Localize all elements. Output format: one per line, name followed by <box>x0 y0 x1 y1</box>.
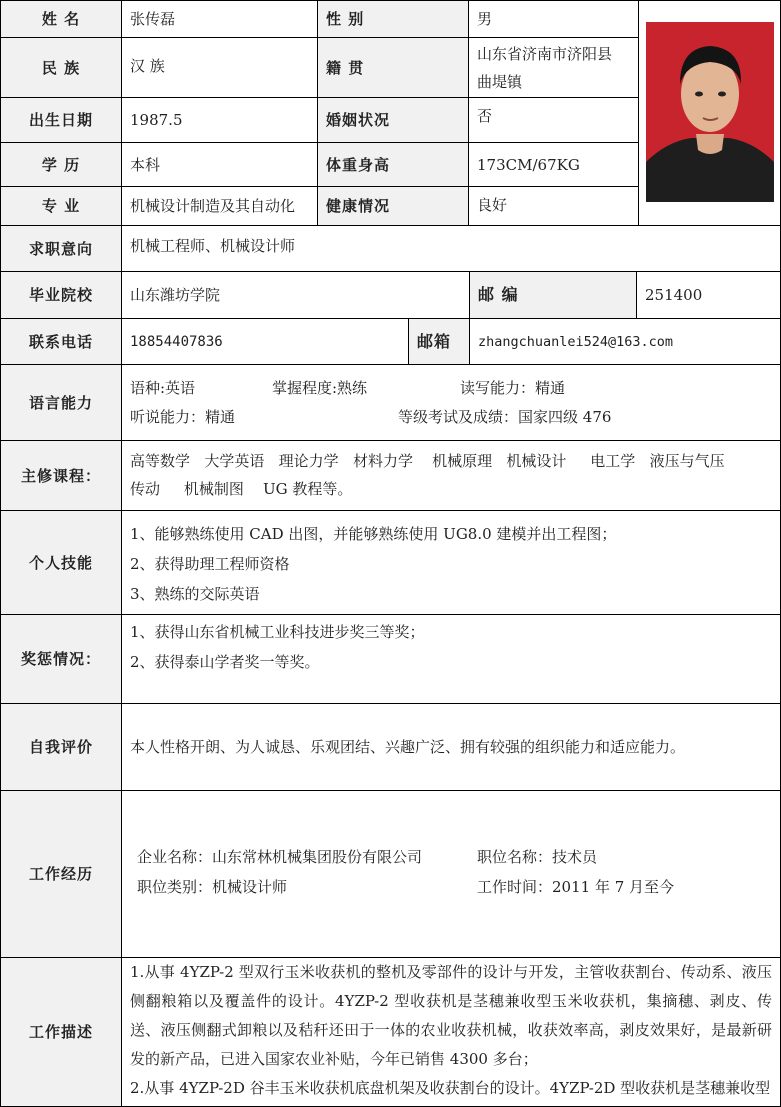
postcode-label: 邮 编 <box>469 271 637 319</box>
desc-paragraph-2: 2.从事 4YZP-2D 谷丰玉米收获机底盘机架及收获割台的设计。4YZP-2D 型收获机是茎穗兼收型 <box>130 1079 771 1097</box>
health-label: 健康情况 <box>317 186 469 226</box>
marital-label: 婚姻状况 <box>317 97 469 143</box>
school-value: 山东潍坊学院 <box>121 271 470 319</box>
awards-label: 奖惩情况： <box>0 614 122 704</box>
language-label: 语言能力 <box>0 364 122 441</box>
birth-label: 出生日期 <box>0 97 122 143</box>
ethnicity-value: 汉 族 <box>121 37 318 98</box>
courses-line-1: 高等数学 大学英语 理论力学 材料力学 机械原理 机械设计 电工学 液压与气压 <box>130 452 725 470</box>
person-portrait-icon <box>646 22 774 202</box>
language-type: 语种:英语 <box>130 379 196 397</box>
email-label: 邮箱 <box>408 318 470 365</box>
language-value <box>121 364 781 441</box>
native-place-label: 籍 贯 <box>317 37 469 98</box>
skills-value <box>121 510 781 615</box>
desc-label: 工作描述 <box>0 957 122 1107</box>
desc-paragraph-1: 1.从事 4YZP-2 型双行玉米收获机的整机及零部件的设计与开发，主管收获割台、传动系、液压侧翻粮箱以及覆盖件的设计。4YZP-2 型收获机是茎穗兼收型玉米收获机，集摘穗、剥皮、传送、液压侧翻式卸粮以及秸秆还田于一体的农业收获机械，收获效率高，剥皮效果好，是最新研发的新产品，已进入国家农业补贴，今年已销售 4300 多台； <box>130 963 772 1068</box>
language-mastery: 掌握程度:熟练 <box>272 379 368 397</box>
email-value: zhangchuanlei524@163.com <box>469 318 781 365</box>
objective-value: 机械工程师、机械设计师 <box>121 225 781 272</box>
language-rw: 读写能力：精通 <box>460 379 566 397</box>
skills-label: 个人技能 <box>0 510 122 615</box>
courses-line-2: 传动 机械制图 UG 教程等。 <box>130 480 353 498</box>
name-value: 张传磊 <box>121 0 318 38</box>
courses-value <box>121 440 781 511</box>
school-label: 毕业院校 <box>0 271 122 319</box>
company: 企业名称：山东常林机械集团股份有限公司 <box>137 848 423 866</box>
height-weight-value: 173CM/67KG <box>468 142 639 187</box>
job-category: 职位类别：机械设计师 <box>137 878 288 896</box>
education-value: 本科 <box>121 142 318 187</box>
skill-item: 3、熟练的交际英语 <box>130 585 260 603</box>
language-exam: 等级考试及成绩：国家四级 476 <box>398 408 612 426</box>
awards-value <box>121 614 781 704</box>
health-value: 良好 <box>468 186 639 226</box>
profile-photo <box>646 22 774 202</box>
education-label: 学 历 <box>0 142 122 187</box>
gender-label: 性 别 <box>317 0 469 38</box>
height-weight-label: 体重身高 <box>317 142 469 187</box>
work-time: 工作时间：2011 年 7 月至今 <box>477 878 675 896</box>
name-label: 姓 名 <box>0 0 122 38</box>
self-eval-label: 自我评价 <box>0 703 122 791</box>
postcode-value: 251400 <box>636 271 781 319</box>
ethnicity-label: 民 族 <box>0 37 122 98</box>
skill-item: 2、获得助理工程师资格 <box>130 555 290 573</box>
phone-label: 联系电话 <box>0 318 122 365</box>
phone-value: 18854407836 <box>121 318 409 365</box>
position: 职位名称：技术员 <box>477 848 598 866</box>
self-eval-value: 本人性格开朗、为人诚恳、乐观团结、兴趣广泛、拥有较强的组织能力和适应能力。 <box>121 703 781 791</box>
award-item: 2、获得泰山学者奖一等奖。 <box>130 653 320 671</box>
work-label: 工作经历 <box>0 790 122 958</box>
objective-label: 求职意向 <box>0 225 122 272</box>
birth-value: 1987.5 <box>121 97 318 143</box>
skill-item: 1、能够熟练使用 CAD 出图，并能够熟练使用 UG8.0 建模并出工程图； <box>130 525 617 543</box>
native-place-value: 山东省济南市济阳县 曲堤镇 <box>468 37 639 98</box>
major-label: 专 业 <box>0 186 122 226</box>
desc-value <box>121 957 781 1107</box>
work-value <box>121 790 781 958</box>
award-item: 1、获得山东省机械工业科技进步奖三等奖； <box>130 623 425 641</box>
courses-label: 主修课程： <box>0 440 122 511</box>
language-ls: 听说能力：精通 <box>130 408 236 426</box>
major-value: 机械设计制造及其自动化 <box>121 186 318 226</box>
gender-value: 男 <box>468 0 639 38</box>
marital-value: 否 <box>468 97 639 143</box>
